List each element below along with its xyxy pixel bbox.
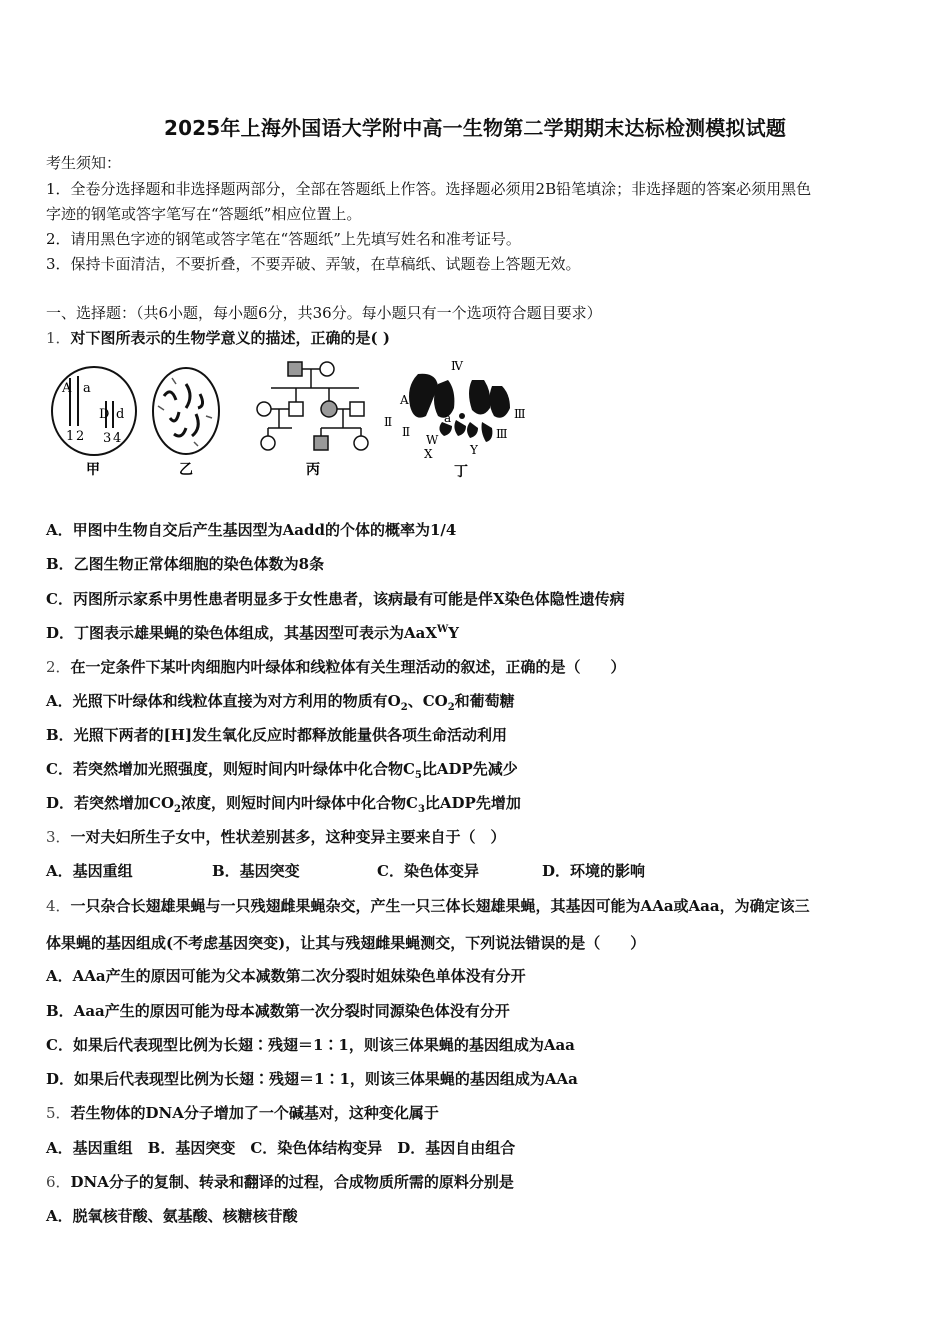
question-number: 3．	[46, 828, 71, 846]
jia-label-a: a	[83, 381, 91, 396]
q2-option-d-sub1: 2	[174, 804, 181, 815]
notice-item-2: 2．请用黑色字迹的钢笔或答字笔在“答题纸”上先填写姓名和准考证号。	[46, 230, 521, 248]
q3-option-d: D．环境的影响	[542, 862, 646, 880]
ding-label-Y: Y	[470, 443, 478, 457]
question-1	[46, 327, 390, 348]
q2-option-a-sub1: 2	[400, 702, 408, 713]
question-stem: 在一定条件下某叶肉细胞内叶绿体和线粒体有关生理活动的叙述，正确的是（ ）	[70, 658, 626, 676]
question-stem: DNA分子的复制、转录和翻译的过程，合成物质所需的原料分别是	[70, 1173, 514, 1191]
question-6	[46, 1171, 514, 1192]
q5-options: A．基因重组 B．基因突变 C．染色体结构变异 D．基因自由组合	[46, 1139, 516, 1157]
figure-label-ding: 丁	[454, 464, 468, 480]
figure-svg	[46, 356, 546, 486]
figure-yi	[153, 368, 219, 478]
ding-label-X: X	[424, 447, 433, 461]
ding-label-A: A	[400, 393, 409, 407]
figure-ding-labels	[384, 359, 526, 480]
jia-label-D: D	[99, 407, 110, 422]
q1-option-d-text: D．丁图表示雄果蝇的染色体组成，其基因型可表示为AaX	[46, 624, 438, 642]
notice-item-1: 1．全卷分选择题和非选择题两部分，全部在答题纸上作答。选择题必须用2B铅笔填涂；非选择题的答案必须用黑色	[46, 180, 812, 198]
notice-item-1-cont: 字迹的钢笔或答字笔写在“答题纸”相应位置上。	[46, 205, 362, 223]
q4-option-a: A．AAa产生的原因可能为父本减数第二次分裂时姐妹染色单体没有分开	[46, 967, 526, 985]
q2-option-c-text: C．若突然增加光照强度，则短时间内叶绿体中化合物C	[46, 760, 415, 778]
q1-option-d	[46, 622, 459, 643]
q2-option-a-sub2: 2	[447, 702, 455, 713]
question-number: 6．	[46, 1173, 71, 1191]
q1-option-d-sup: W	[437, 624, 449, 635]
question-number: 1．	[46, 329, 71, 347]
question-stem: 若生物体的DNA分子增加了一个碱基对，这种变化属于	[70, 1104, 439, 1122]
q3-options	[46, 860, 645, 881]
question-stem: 一对夫妇所生子女中，性状差别甚多，这种变异主要来自于（ ）	[70, 828, 506, 846]
question-stem: 一只杂合长翅雄果蝇与一只残翅雌果蝇杂交，产生一只三体长翅雄果蝇，其基因可能为AAa或Aaa，为确定该三	[70, 897, 810, 915]
figure-ding	[409, 374, 510, 442]
q4-option-c: C．如果后代表现型比例为长翅∶残翅＝1∶1，则该三体果蝇的基因组成为Aaa	[46, 1036, 575, 1054]
notice-heading: 考生须知：	[46, 154, 122, 172]
figure-bing	[257, 362, 368, 450]
question-2	[46, 656, 626, 677]
question-3	[46, 826, 506, 847]
notice-item-3: 3．保持卡面清洁，不要折叠，不要弄破、弄皱，在草稿纸、试题卷上答题无效。	[46, 255, 581, 273]
q1-option-c: C．丙图所示家系中男性患者明显多于女性患者，该病最有可能是伴X染色体隐性遗传病	[46, 590, 625, 608]
ding-label-II-inner: Ⅱ	[402, 425, 411, 439]
ding-label-III-inner: Ⅲ	[496, 427, 508, 441]
jia-label-d: d	[116, 407, 125, 422]
jia-label-4: 4	[113, 431, 122, 446]
q2-option-a-end: 和葡萄糖	[454, 692, 515, 710]
question-4-cont: 体果蝇的基因组成(不考虑基因突变)，让其与残翅雌果蝇测交，下列说法错误的是（ ）	[46, 934, 646, 952]
ding-label-IV: Ⅳ	[451, 359, 463, 373]
jia-label-A: A	[62, 381, 72, 396]
ding-label-II-left: Ⅱ	[384, 415, 393, 429]
question-4	[46, 895, 810, 916]
q2-option-d-end: 比ADP先增加	[424, 794, 521, 812]
q2-option-c-sub: 5	[414, 770, 422, 781]
question-1-figure	[46, 356, 546, 486]
jia-label-2: 2	[76, 429, 85, 444]
ding-label-a: a	[444, 411, 452, 425]
ding-label-III-right: Ⅲ	[514, 407, 526, 421]
q2-option-d-sub2: 3	[417, 804, 425, 815]
figure-label-yi: 乙	[179, 462, 193, 478]
q2-option-d	[46, 792, 521, 815]
q3-option-a: A．基因重组	[46, 862, 133, 880]
q1-option-b: B．乙图生物正常体细胞的染色体数为8条	[46, 555, 325, 573]
figure-label-bing: 丙	[306, 462, 320, 478]
q2-option-a-mid: 、CO	[407, 692, 448, 710]
q2-option-a	[46, 690, 515, 713]
q2-option-a-text: A．光照下叶绿体和线粒体直接为对方利用的物质有O	[46, 692, 401, 710]
ding-label-W: W	[426, 433, 439, 447]
section-heading: 一、选择题：（共6小题，每小题6分，共36分。每小题只有一个选项符合题目要求）	[46, 304, 602, 322]
question-number: 2．	[46, 658, 71, 676]
question-5	[46, 1102, 439, 1123]
q2-option-b: B．光照下两者的[H]发生氧化反应时都释放能量供各项生命活动利用	[46, 726, 508, 744]
q6-option-a: A．脱氧核苷酸、氨基酸、核糖核苷酸	[46, 1207, 298, 1225]
q2-option-c	[46, 758, 518, 781]
q3-option-b: B．基因突变	[212, 862, 300, 880]
q4-option-b: B．Aaa产生的原因可能为母本减数第一次分裂时同源染色体没有分开	[46, 1002, 510, 1020]
figure-jia	[52, 367, 136, 478]
q3-option-c: C．染色体变异	[377, 862, 479, 880]
page-title: 2025年上海外国语大学附中高一生物第二学期期末达标检测模拟试题	[163, 116, 787, 140]
q2-option-c-end: 比ADP先减少	[421, 760, 518, 778]
q1-option-d-end: Y	[448, 624, 459, 642]
jia-label-3: 3	[103, 431, 112, 446]
q2-option-d-mid: 浓度，则短时间内叶绿体中化合物C	[180, 794, 418, 812]
q2-option-d-text: D．若突然增加CO	[46, 794, 175, 812]
question-number: 4．	[46, 897, 71, 915]
question-number: 5．	[46, 1104, 71, 1122]
question-stem: 对下图所表示的生物学意义的描述，正确的是( )	[70, 329, 390, 347]
jia-label-1: 1	[66, 429, 75, 444]
figure-label-jia: 甲	[86, 462, 100, 478]
q4-option-d: D．如果后代表现型比例为长翅∶残翅＝1∶1，则该三体果蝇的基因组成为AAa	[46, 1070, 578, 1088]
q1-option-a: A．甲图中生物自交后产生基因型为Aadd的个体的概率为1/4	[46, 521, 457, 539]
